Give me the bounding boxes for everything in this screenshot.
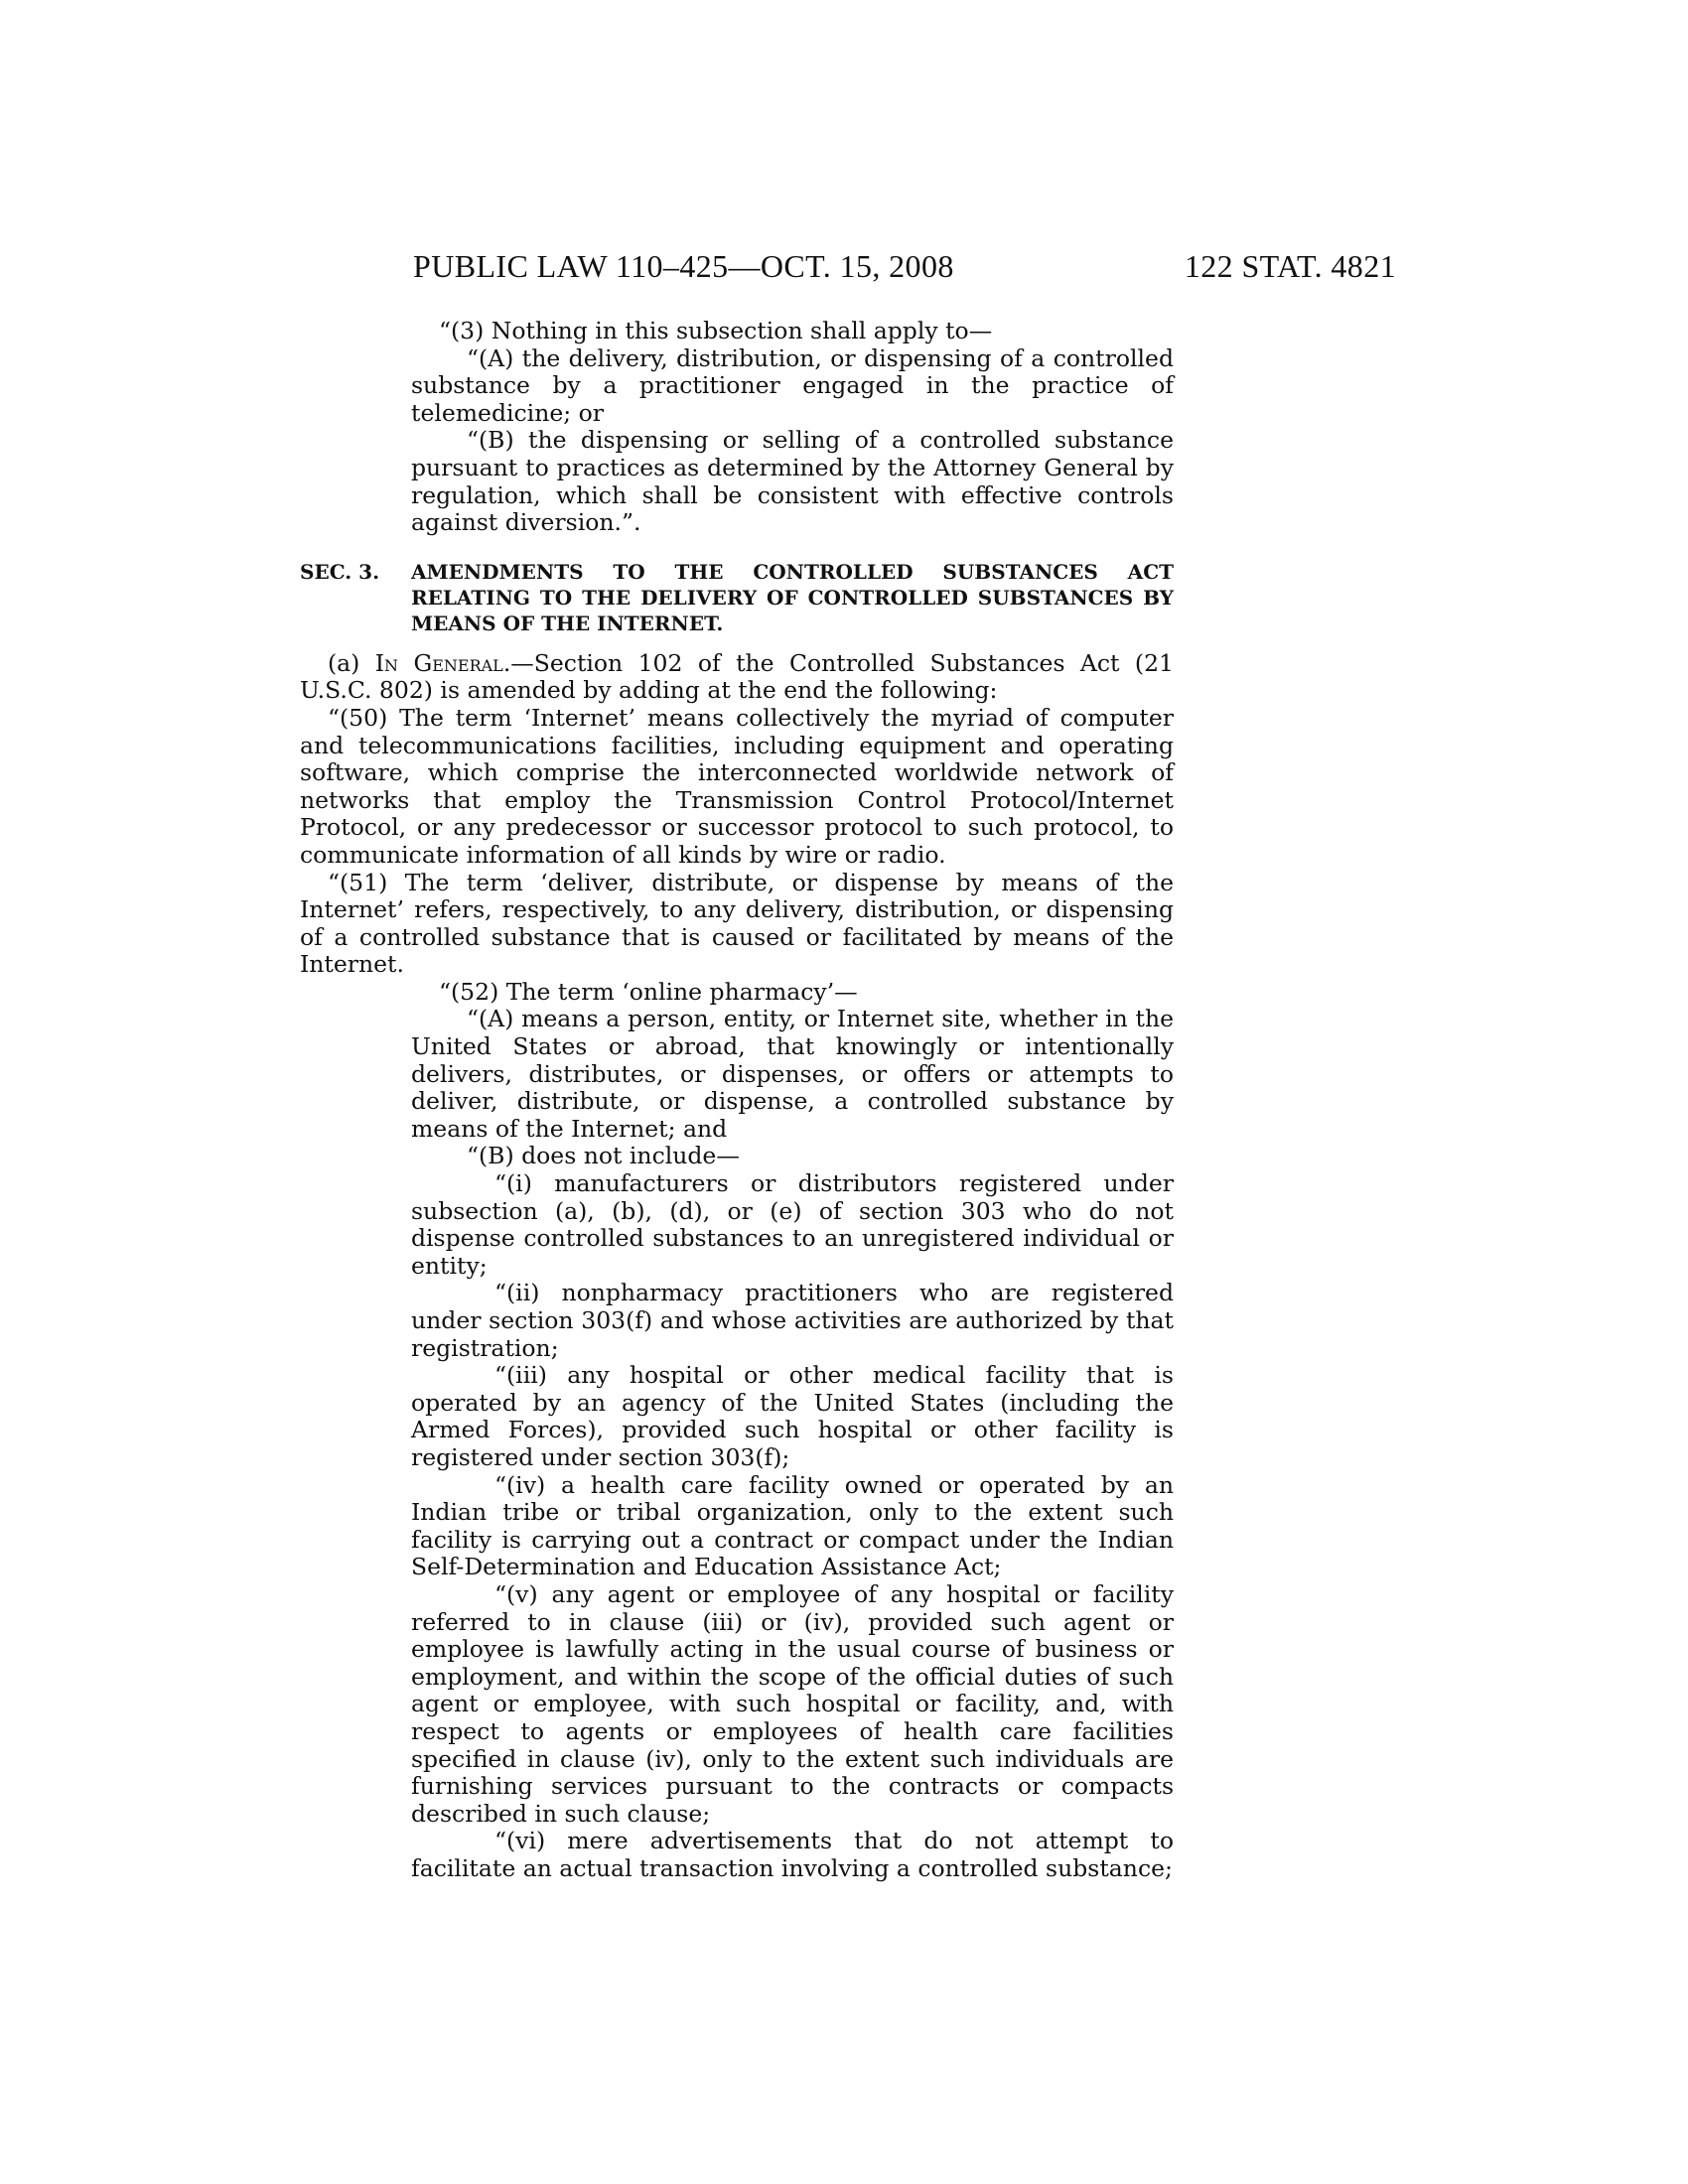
document-body (300, 318, 1174, 1882)
page-number-stat: 122 STAT. 4821 (1184, 248, 1396, 284)
subsection-a-label: (a) (328, 648, 375, 677)
subparagraph-B-regulation: “(B) the dispensing or selling of a controlled substance pursuant to practices as determined by the Attorney General by regulation, which shall be consistent with effective controls against diversion.”. (411, 426, 1174, 537)
clause-iv: “(iv) a health care facility owned or operated by an Indian tribe or tribal organization, only to the extent such facility is carrying out a contract or compact under the Indian Self-Determination and Education Assistance Act; (411, 1470, 1174, 1581)
subparagraph-A-means: “(A) means a person, entity, or Internet site, whether in the United States or abroad, that knowingly or intentionally delivers, distributes, or dispenses, or offers or attempts to deliver, distribute, or dispense, a controlled substance by means of the Internet; and (411, 1005, 1174, 1143)
paragraph-3: “(3) Nothing in this subsection shall apply to— (439, 317, 993, 344)
subparagraph-B-exclusions: “(B) does not include— (467, 1142, 740, 1170)
definition-52-online-pharmacy: “(52) The term ‘online pharmacy’— (439, 977, 858, 1006)
running-header-title: PUBLIC LAW 110–425—OCT. 15, 2008 (413, 248, 954, 284)
clause-vi: “(vi) mere advertisements that do not attempt to facilitate an actual transaction involving a controlled substance; (411, 1827, 1174, 1882)
subsection-a-text: .—Section 102 of the Controlled Substances Act (21 U.S.C. 802) is amended by adding at the end the following: (300, 648, 1174, 705)
clause-ii: “(ii) nonpharmacy practitioners who are registered under section 303(f) and whose activities are authorized by that registration; (411, 1279, 1174, 1362)
subparagraph-A-telemedicine: “(A) the delivery, distribution, or dispensing of a controlled substance by a practitioner engaged in the practice of telemedicine; or (411, 343, 1174, 427)
subsection-a (300, 650, 1174, 705)
section-heading (300, 559, 1174, 636)
clause-i: “(i) manufacturers or distributors registered under subsection (a), (b), (d), or (e) of section 303 who do not dispense controlled substances to an unregistered individual or entity; (411, 1169, 1174, 1280)
definition-50-internet: “(50) The term ‘Internet’ means collectively the myriad of computer and telecommunications facilities, including equipment and operating software, which comprise the interconnected worldwide network of networks that employ the Transmission Control Protocol/Internet Protocol, or any predecessor or successor protocol to such protocol, to communicate information of all kinds by wire or radio. (300, 703, 1174, 869)
clause-v: “(v) any agent or employee of any hospital or facility referred to in clause (iii) or (iv), provided such agent or employee is lawfully acting in the usual course of business or employment, and within the scope of the official duties of such agent or employee, with such hospital or facility, and, with respect to agents or employees of health care facilities specified in clause (iv), only to the extent such individuals are furnishing services pursuant to the contracts or compacts described in such clause; (411, 1579, 1174, 1828)
definition-51-deliver: “(51) The term ‘deliver, distribute, or dispense by means of the Internet’ refers, respectively, to any delivery, distribution, or dispensing of a controlled substance that is caused or facilitated by means of the Internet. (300, 868, 1174, 979)
subsection-a-heading: In General (374, 648, 503, 677)
section-title: AMENDMENTS TO THE CONTROLLED SUBSTANCES ACT RELATING TO THE DELIVERY OF CONTROLLED SUBSTANCES BY MEANS OF THE INTERNET. (411, 559, 1174, 635)
section-number: SEC. 3. (300, 559, 380, 584)
clause-iii: “(iii) any hospital or other medical facility that is operated by an agency of the United States (including the Armed Forces), provided such hospital or other facility is registered under section 303(f); (411, 1361, 1174, 1471)
